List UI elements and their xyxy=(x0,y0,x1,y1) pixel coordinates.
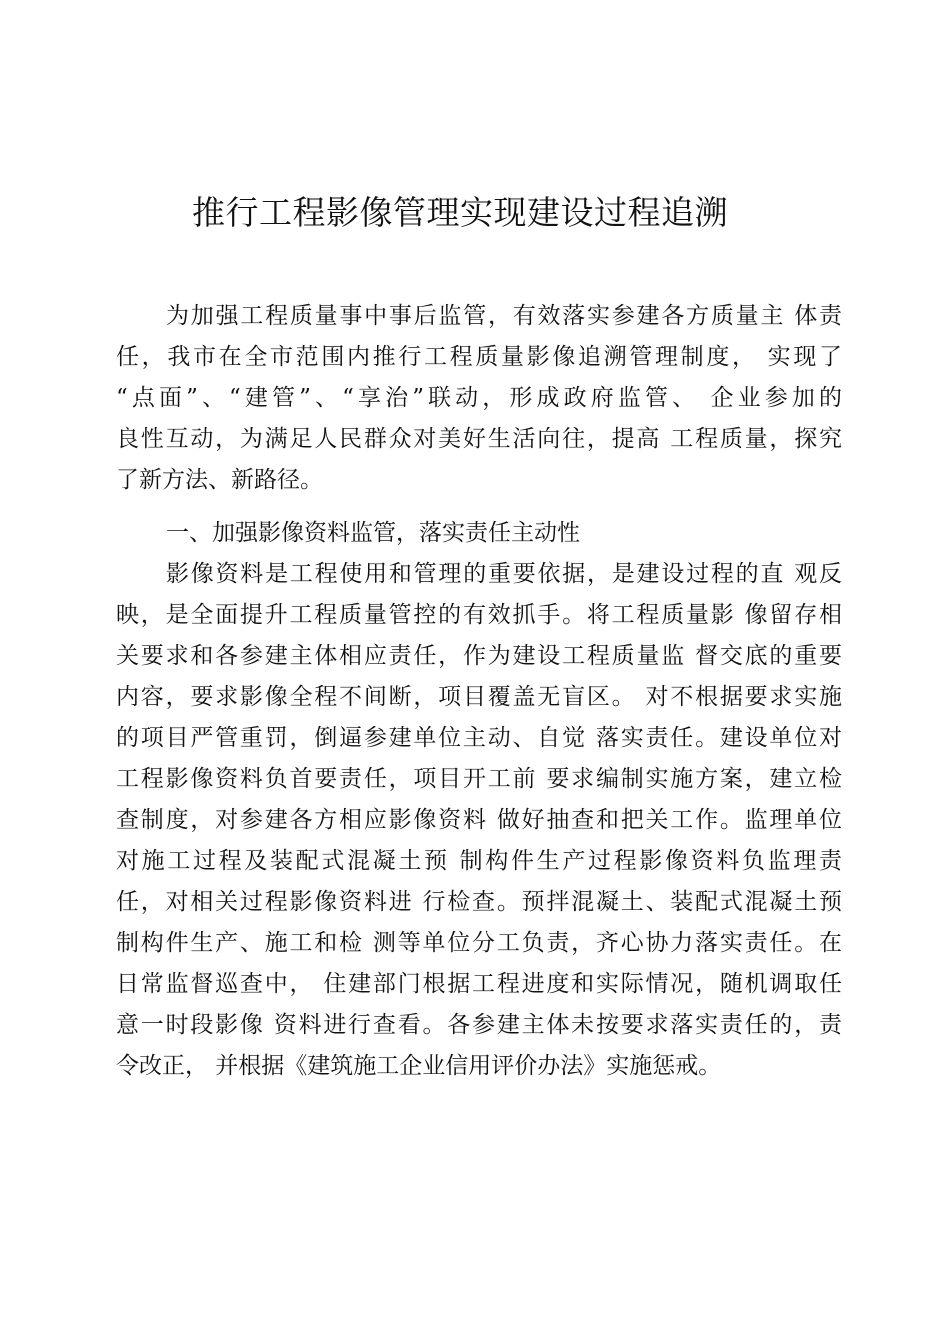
paragraph-line: 意一时段影像 资料进行查看。各参建主体未按要求落实责任的，责 xyxy=(116,1012,842,1038)
paragraph-line: 为加强工程质量事中事后监管，有效落实参建各方质量主 体责 xyxy=(166,303,842,329)
paragraph-line: 内容，要求影像全程不间断，项目覆盖无盲区。 对不根据要求实施 xyxy=(116,684,842,710)
document-body xyxy=(116,296,842,1087)
paragraph-line: 令改正， 并根据《建筑施工企业信用评价办法》实施惩戒。 xyxy=(116,1053,722,1079)
paragraph-line: “点面”、“建管”、“享治”联动，形成政府监管、 企业参加的 xyxy=(116,385,842,411)
paragraph-line: 制构件生产、施工和检 测等单位分工负责，齐心协力落实责任。在 xyxy=(116,930,842,956)
paragraph-line: 影像资料是工程使用和管理的重要依据，是建设过程的直 观反 xyxy=(166,561,842,587)
paragraph-line: 的项目严管重罚，倒逼参建单位主动、自觉 落实责任。建设单位对 xyxy=(116,725,842,751)
paragraph-line: 任，我市在全市范围内推行工程质量影像追溯管理制度， 实现了 xyxy=(116,344,842,370)
document-title: 推行工程影像管理实现建设过程追溯 xyxy=(192,193,728,232)
section-heading xyxy=(116,513,842,554)
paragraph-line: 对施工过程及装配式混凝土预 制构件生产过程影像资料负监理责 xyxy=(116,848,842,874)
paragraph-line: 日常监督巡查中， 住建部门根据工程进度和实际情况，随机调取任 xyxy=(116,971,842,997)
paragraph-body xyxy=(116,554,842,1087)
paragraph-line: 关要求和各参建主体相应责任，作为建设工程质量监 督交底的重要 xyxy=(116,643,842,669)
paragraph-line: 了新方法、新路径。 xyxy=(116,467,323,493)
paragraph-line: 查制度，对参建各方相应影像资料 做好抽查和把关工作。监理单位 xyxy=(116,807,842,833)
paragraph-line: 映，是全面提升工程质量管控的有效抓手。将工程质量影 像留存相 xyxy=(116,602,842,628)
paragraph-line: 任，对相关过程影像资料进 行检查。预拌混凝土、装配式混凝土预 xyxy=(116,889,842,915)
paragraph-line: 工程影像资料负首要责任，项目开工前 要求编制实施方案，建立检 xyxy=(116,766,842,792)
section-heading-text: 一、加强影像资料监管，落实责任主动性 xyxy=(166,520,580,546)
paragraph-intro xyxy=(116,296,842,501)
paragraph-line: 良性互动，为满足人民群众对美好生活向往，提高 工程质量，探究 xyxy=(116,426,842,452)
